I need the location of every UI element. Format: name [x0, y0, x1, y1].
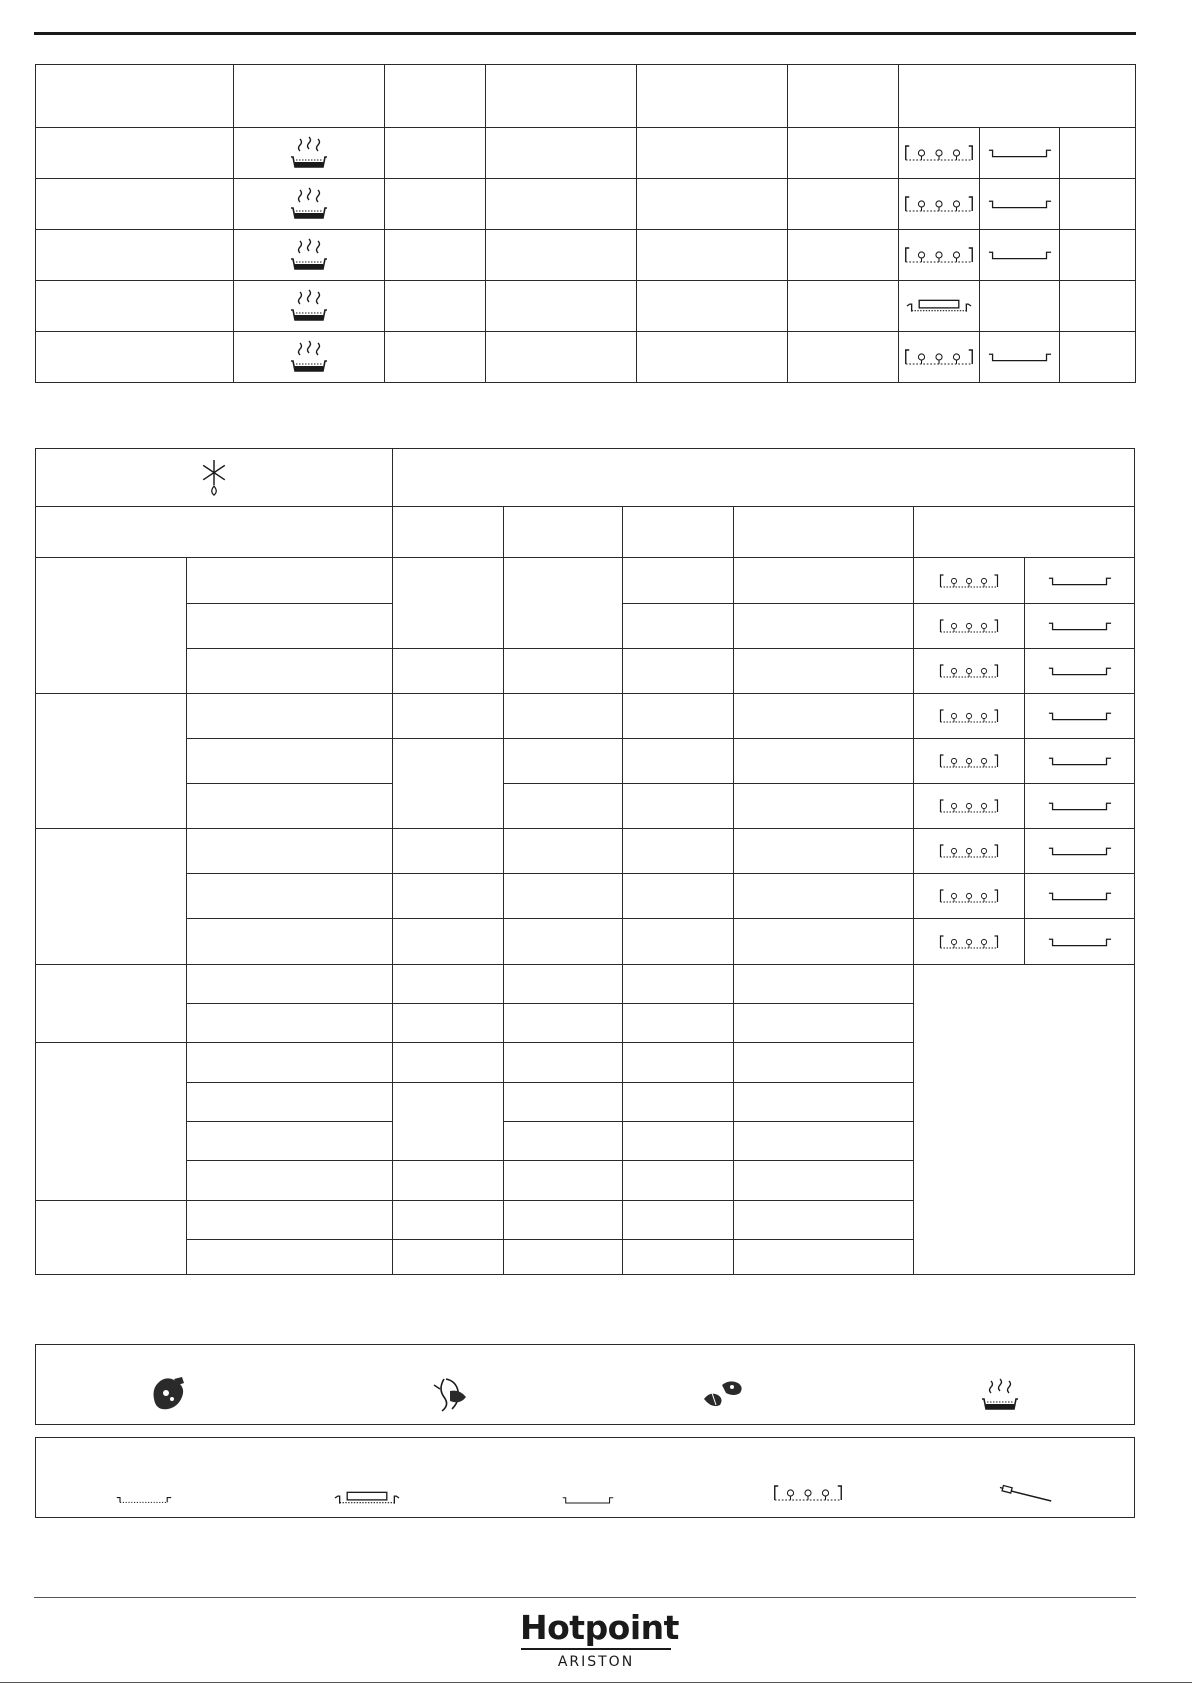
table-cell: [914, 604, 1025, 649]
table-cell: [486, 332, 637, 383]
header-cell: [788, 65, 899, 128]
table-cell: [187, 1161, 393, 1201]
table-two-title-row: [36, 449, 1135, 507]
wire-rack-icon: [939, 751, 999, 771]
table-cell: [914, 919, 1025, 965]
table-cell: [788, 230, 899, 281]
table-cell: [187, 919, 393, 965]
baking-tray-icon: [988, 197, 1052, 211]
table-cell: [393, 739, 504, 829]
table-cell: [734, 1004, 914, 1043]
table-cell: [623, 1004, 734, 1043]
table-cell: [504, 965, 623, 1004]
wire-rack-icon: [939, 796, 999, 816]
table-cell: [504, 1083, 623, 1122]
table-cell: [788, 179, 899, 230]
table-cell: [385, 332, 486, 383]
table-cell: [734, 919, 914, 965]
table-cell: [393, 1043, 504, 1083]
table-cell: [914, 649, 1025, 694]
header-cell: [734, 507, 914, 558]
header-cell: [504, 507, 623, 558]
table-cell: [623, 558, 734, 604]
table-cell: [899, 179, 980, 230]
steam-dish-icon: [289, 288, 329, 324]
table-cell: [734, 558, 914, 604]
table-cell: [36, 230, 234, 281]
table-cell: [899, 128, 980, 179]
wire-rack-icon: [904, 142, 974, 164]
table-cell: [980, 128, 1060, 179]
table-cell: [914, 829, 1025, 874]
baking-tray-icon: [1048, 844, 1112, 858]
table-row: [36, 230, 1136, 281]
wire-rack-icon: [904, 193, 974, 215]
baking-tray-icon: [988, 350, 1052, 364]
table-cell: [385, 281, 486, 332]
group-cell: [36, 829, 187, 965]
table-cell: [980, 332, 1060, 383]
table-cell: [980, 230, 1060, 281]
table-cell: [504, 694, 623, 739]
header-cell: [234, 65, 385, 128]
wire-rack-icon: [904, 346, 974, 368]
header-cell-accessories: [914, 507, 1135, 558]
footer-rule: [34, 1597, 1136, 1598]
wire-rack-icon: [939, 841, 999, 861]
table-cell: [187, 1083, 393, 1122]
table-cell: [1025, 694, 1135, 739]
table-cell-merged: [914, 965, 1135, 1275]
table-cell: [234, 281, 385, 332]
table-row: [36, 694, 1135, 739]
table-cell: [914, 739, 1025, 784]
table-cell: [187, 739, 393, 784]
table-cell: [187, 1122, 393, 1161]
steam-dish-icon: [289, 339, 329, 375]
table-cell: [1060, 179, 1136, 230]
steam-dish-icon: [289, 135, 329, 171]
table-cell: [734, 1201, 914, 1240]
table-cell: [623, 874, 734, 919]
grill-pan-icon: [906, 298, 972, 314]
poultry-icon: [430, 1375, 470, 1415]
table-cell: [504, 649, 623, 694]
header-cell: [623, 507, 734, 558]
meat-probe-icon: [999, 1481, 1053, 1503]
table-cell: [899, 281, 980, 332]
top-rule: [34, 32, 1136, 35]
table-cell: [623, 919, 734, 965]
header-cell: [36, 507, 393, 558]
defrost-icon: [196, 458, 232, 498]
table-cell: [504, 1122, 623, 1161]
table-cell: [788, 128, 899, 179]
table-cell: [914, 558, 1025, 604]
baking-tray-icon: [1048, 619, 1112, 633]
table-cell: [504, 829, 623, 874]
meat-icon: [148, 1375, 192, 1415]
baking-tray-icon: [1048, 664, 1112, 678]
table-cell: [187, 1201, 393, 1240]
defrost-header-cell: [36, 449, 393, 507]
table-cell: [385, 128, 486, 179]
table-cell: [486, 128, 637, 179]
table-cell: [734, 1043, 914, 1083]
table-cell: [504, 1004, 623, 1043]
wire-rack-icon: [904, 244, 974, 266]
table-row: [36, 919, 1135, 965]
table-cell: [623, 965, 734, 1004]
table-cell: [393, 1201, 504, 1240]
table-cell: [187, 1043, 393, 1083]
wire-rack-icon: [939, 932, 999, 952]
table-cell: [393, 1083, 504, 1161]
table-cell: [734, 1083, 914, 1122]
wire-rack-icon: [773, 1481, 843, 1505]
brand-underline: [521, 1648, 671, 1650]
table-cell: [980, 281, 1060, 332]
table-cell: [393, 1161, 504, 1201]
table-cell: [504, 874, 623, 919]
table-cell: [393, 965, 504, 1004]
table-cell: [734, 874, 914, 919]
table-cell: [486, 281, 637, 332]
brand-name: Hotpoint: [520, 1608, 679, 1647]
defrost-table: [35, 448, 1135, 1275]
table-cell: [504, 1043, 623, 1083]
table-cell: [623, 1083, 734, 1122]
table-cell: [734, 1122, 914, 1161]
baking-tray-icon: [1048, 799, 1112, 813]
table-cell: [385, 230, 486, 281]
table-cell: [504, 1161, 623, 1201]
table-cell: [899, 230, 980, 281]
table-cell: [623, 739, 734, 784]
drip-pan-icon: [116, 1493, 172, 1507]
table-cell: [504, 739, 623, 784]
table-row: [36, 739, 1135, 784]
baking-tray-icon: [988, 146, 1052, 160]
table-cell: [36, 179, 234, 230]
group-cell: [36, 965, 187, 1043]
table-cell: [36, 332, 234, 383]
wire-rack-icon: [939, 571, 999, 591]
table-cell: [187, 1240, 393, 1275]
legend-accessories: [35, 1437, 1135, 1518]
table-cell: [393, 649, 504, 694]
table-cell: [734, 1240, 914, 1275]
baking-tray-icon: [988, 248, 1052, 262]
table-row: [36, 179, 1136, 230]
table-cell: [1025, 739, 1135, 784]
table-cell: [734, 739, 914, 784]
table-cell: [914, 874, 1025, 919]
table-cell: [36, 128, 234, 179]
table-cell: [187, 1004, 393, 1043]
table-cell: [393, 829, 504, 874]
table-row: [36, 784, 1135, 829]
table-cell: [788, 332, 899, 383]
table-cell: [187, 694, 393, 739]
table-cell: [504, 919, 623, 965]
table-cell: [637, 230, 788, 281]
table-cell: [623, 829, 734, 874]
table-cell: [504, 1240, 623, 1275]
table-cell: [385, 179, 486, 230]
table-cell: [187, 784, 393, 829]
wire-rack-icon: [939, 706, 999, 726]
group-cell: [36, 1201, 187, 1275]
table-cell: [623, 1043, 734, 1083]
table-cell: [234, 230, 385, 281]
table-cell: [734, 1161, 914, 1201]
table-cell: [1025, 604, 1135, 649]
table-cell: [623, 1240, 734, 1275]
cooking-table-one: [35, 64, 1136, 383]
wire-rack-icon: [939, 616, 999, 636]
group-cell: [36, 558, 187, 694]
table-cell: [504, 784, 623, 829]
table-two-header-row: [36, 507, 1135, 558]
table-cell: [36, 281, 234, 332]
table-cell: [187, 965, 393, 1004]
table-cell: [1025, 649, 1135, 694]
table-cell: [187, 874, 393, 919]
group-cell: [36, 1043, 187, 1201]
baking-tray-icon: [1048, 935, 1112, 949]
baking-tray-icon: [562, 1493, 614, 1507]
table-cell: [637, 281, 788, 332]
brand-logo: [520, 1608, 679, 1674]
table-row: [36, 874, 1135, 919]
steam-dish-icon: [289, 237, 329, 273]
header-cell-accessories: [899, 65, 1136, 128]
page-edge-rule: [0, 1682, 1192, 1683]
table-cell: [504, 558, 623, 649]
table-cell: [637, 179, 788, 230]
table-row: [36, 128, 1136, 179]
table-cell: [187, 604, 393, 649]
table-cell: [393, 1004, 504, 1043]
baking-tray-icon: [1048, 754, 1112, 768]
wire-rack-icon: [939, 886, 999, 906]
table-one-header-row: [36, 65, 1136, 128]
table-cell: [623, 694, 734, 739]
table-cell: [393, 919, 504, 965]
table-cell: [187, 558, 393, 604]
table-cell: [788, 281, 899, 332]
table-cell: [914, 784, 1025, 829]
steam-dish-icon: [289, 186, 329, 222]
table-cell: [1025, 784, 1135, 829]
table-row: [36, 558, 1135, 604]
table-cell: [187, 649, 393, 694]
table-cell: [234, 332, 385, 383]
table-cell: [486, 179, 637, 230]
brand-subtitle: ARISTON: [557, 1654, 635, 1670]
table-row: [36, 649, 1135, 694]
table-cell: [393, 874, 504, 919]
legend-foods: [35, 1344, 1135, 1425]
table-row: [36, 965, 1135, 1004]
table-cell: [1025, 874, 1135, 919]
table-cell: [1060, 281, 1136, 332]
table-cell: [637, 332, 788, 383]
table-cell: [1025, 919, 1135, 965]
table-cell: [504, 1201, 623, 1240]
table-cell: [1025, 829, 1135, 874]
baking-tray-icon: [1048, 574, 1112, 588]
table-cell: [623, 1122, 734, 1161]
table-cell: [486, 230, 637, 281]
table-cell: [234, 128, 385, 179]
table-cell: [234, 179, 385, 230]
header-cell: [36, 65, 234, 128]
table-cell: [623, 649, 734, 694]
table-cell: [637, 128, 788, 179]
table-cell: [734, 649, 914, 694]
fish-icon: [700, 1377, 744, 1411]
table-cell: [623, 1201, 734, 1240]
baking-tray-icon: [1048, 709, 1112, 723]
table-cell: [734, 965, 914, 1004]
table-cell: [914, 694, 1025, 739]
table-cell: [734, 604, 914, 649]
table-cell: [734, 694, 914, 739]
header-cell: [637, 65, 788, 128]
table-cell: [623, 784, 734, 829]
table-cell: [623, 1161, 734, 1201]
group-cell: [36, 694, 187, 829]
table-cell: [1060, 230, 1136, 281]
table-cell: [393, 558, 504, 649]
table-cell: [187, 829, 393, 874]
table-cell: [1025, 558, 1135, 604]
table-cell: [734, 829, 914, 874]
baking-tray-icon: [1048, 889, 1112, 903]
table-cell: [899, 332, 980, 383]
table-row: [36, 332, 1136, 383]
table-row: [36, 829, 1135, 874]
wire-rack-icon: [939, 661, 999, 681]
header-cell: [385, 65, 486, 128]
table-cell: [623, 604, 734, 649]
table-cell: [393, 1240, 504, 1275]
steam-dish-icon: [980, 1377, 1020, 1413]
header-cell: [486, 65, 637, 128]
table-cell: [393, 694, 504, 739]
table-cell: [1060, 128, 1136, 179]
table-cell: [980, 179, 1060, 230]
table-cell: [734, 784, 914, 829]
table-cell: [1060, 332, 1136, 383]
table-row: [36, 281, 1136, 332]
grill-pan-icon: [334, 1489, 400, 1507]
header-cell: [393, 507, 504, 558]
header-cell: [393, 449, 1135, 507]
